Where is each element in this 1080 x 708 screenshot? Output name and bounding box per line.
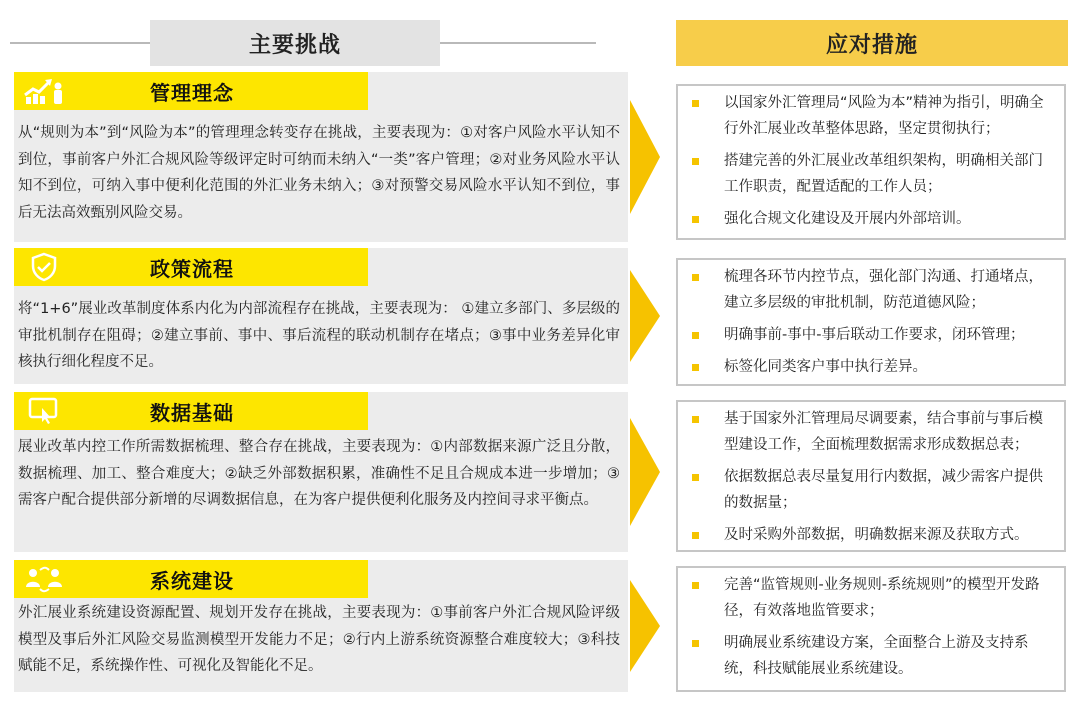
measure-item: 梳理各环节内控节点，强化部门沟通、打通堵点，建立多层级的审批机制，防范道德风险； (690, 264, 1056, 316)
section-title: 政策流程 (150, 256, 234, 281)
challenge-title-bar (14, 392, 368, 430)
challenge-text: 外汇展业系统建设资源配置、规划开发存在挑战，主要表现为：①事前客户外汇合规风险评级模型及事后外汇风险交易监测模型开发能力不足；②行内上游系统资源整合难度较大；③科技赋能不足，系统操作性、可视化及智能化不足。 (18, 605, 620, 674)
section-title: 数据基础 (150, 400, 234, 425)
touch-screen-icon (14, 392, 74, 430)
challenges-header: 主要挑战 (150, 20, 440, 66)
measures-box-management (676, 84, 1066, 240)
measures-box-policy (676, 258, 1066, 386)
challenge-text: 从“规则为本”到“风险为本”的管理理念转变存在挑战，主要表现为：①对客户风险水平认知不到位，事前客户外汇合规风险等级评定时可纳而未纳入“一类”客户管理；②对业务风险水平认知不到位，可纳入事中便利化范围的外汇业务未纳入；③对预警交易风险水平认知不到位，事后无法高效甄别风险交易。 (18, 125, 620, 221)
right-arrow-icon (630, 392, 660, 552)
header-rule-left-b (440, 42, 596, 44)
header-rule-left-a (10, 42, 150, 44)
team-network-icon (14, 560, 74, 598)
right-arrow-icon (630, 72, 660, 242)
measure-item: 明确事前-事中-事后联动工作要求，闭环管理； (690, 322, 1056, 348)
measure-item: 强化合规文化建设及开展内外部培训。 (690, 206, 1056, 232)
challenge-title-bar (14, 560, 368, 598)
measures-box-system (676, 566, 1066, 692)
challenge-title-bar (14, 72, 368, 110)
measure-item: 搭建完善的外汇展业改革组织架构，明确相关部门工作职责，配置适配的工作人员； (690, 148, 1056, 200)
challenge-text: 展业改革内控工作所需数据梳理、整合存在挑战，主要表现为：①内部数据来源广泛且分散，数据梳理、加工、整合难度大；②缺乏外部数据积累，准确性不足且合规成本进一步增加；③需客户配合提供部分新增的尽调数据信息，在为客户提供便利化服务及内控间寻求平衡点。 (18, 439, 620, 508)
measure-item: 及时采购外部数据，明确数据来源及获取方式。 (690, 522, 1056, 548)
right-arrow-icon (630, 248, 660, 384)
challenge-panel-system (14, 560, 628, 692)
shield-check-icon (14, 248, 74, 286)
measure-item: 明确展业系统建设方案，全面整合上游及支持系统，科技赋能展业系统建设。 (690, 630, 1056, 682)
measure-item: 基于国家外汇管理局尽调要素，结合事前与事后模型建设工作，全面梳理数据需求形成数据总表； (690, 406, 1056, 458)
measure-item: 标签化同类客户事中执行差异。 (690, 354, 1056, 380)
challenge-panel-data (14, 392, 628, 552)
right-arrow-icon (630, 560, 660, 692)
measures-header: 应对措施 (676, 20, 1068, 66)
measure-item: 以国家外汇管理局“风险为本”精神为指引，明确全行外汇展业改革整体思路，坚定贯彻执行； (690, 90, 1056, 142)
challenge-text: 将“1+6”展业改革制度体系内化为内部流程存在挑战，主要表现为： ①建立多部门、多层级的审批机制存在阻碍；②建立事前、事中、事后流程的联动机制存在堵点；③事中业务差异化审核执行细化程度不足。 (18, 301, 620, 370)
challenge-panel-policy (14, 248, 628, 384)
growth-chart-person-icon (14, 72, 74, 110)
measure-item: 依据数据总表尽量复用行内数据，减少需客户提供的数据量； (690, 464, 1056, 516)
section-title: 管理理念 (150, 80, 234, 105)
measures-box-data (676, 400, 1066, 552)
measure-item: 完善“监管规则-业务规则-系统规则”的模型开发路径，有效落地监管要求； (690, 572, 1056, 624)
challenge-title-bar (14, 248, 368, 286)
challenge-panel-management (14, 72, 628, 242)
section-title: 系统建设 (150, 568, 234, 593)
